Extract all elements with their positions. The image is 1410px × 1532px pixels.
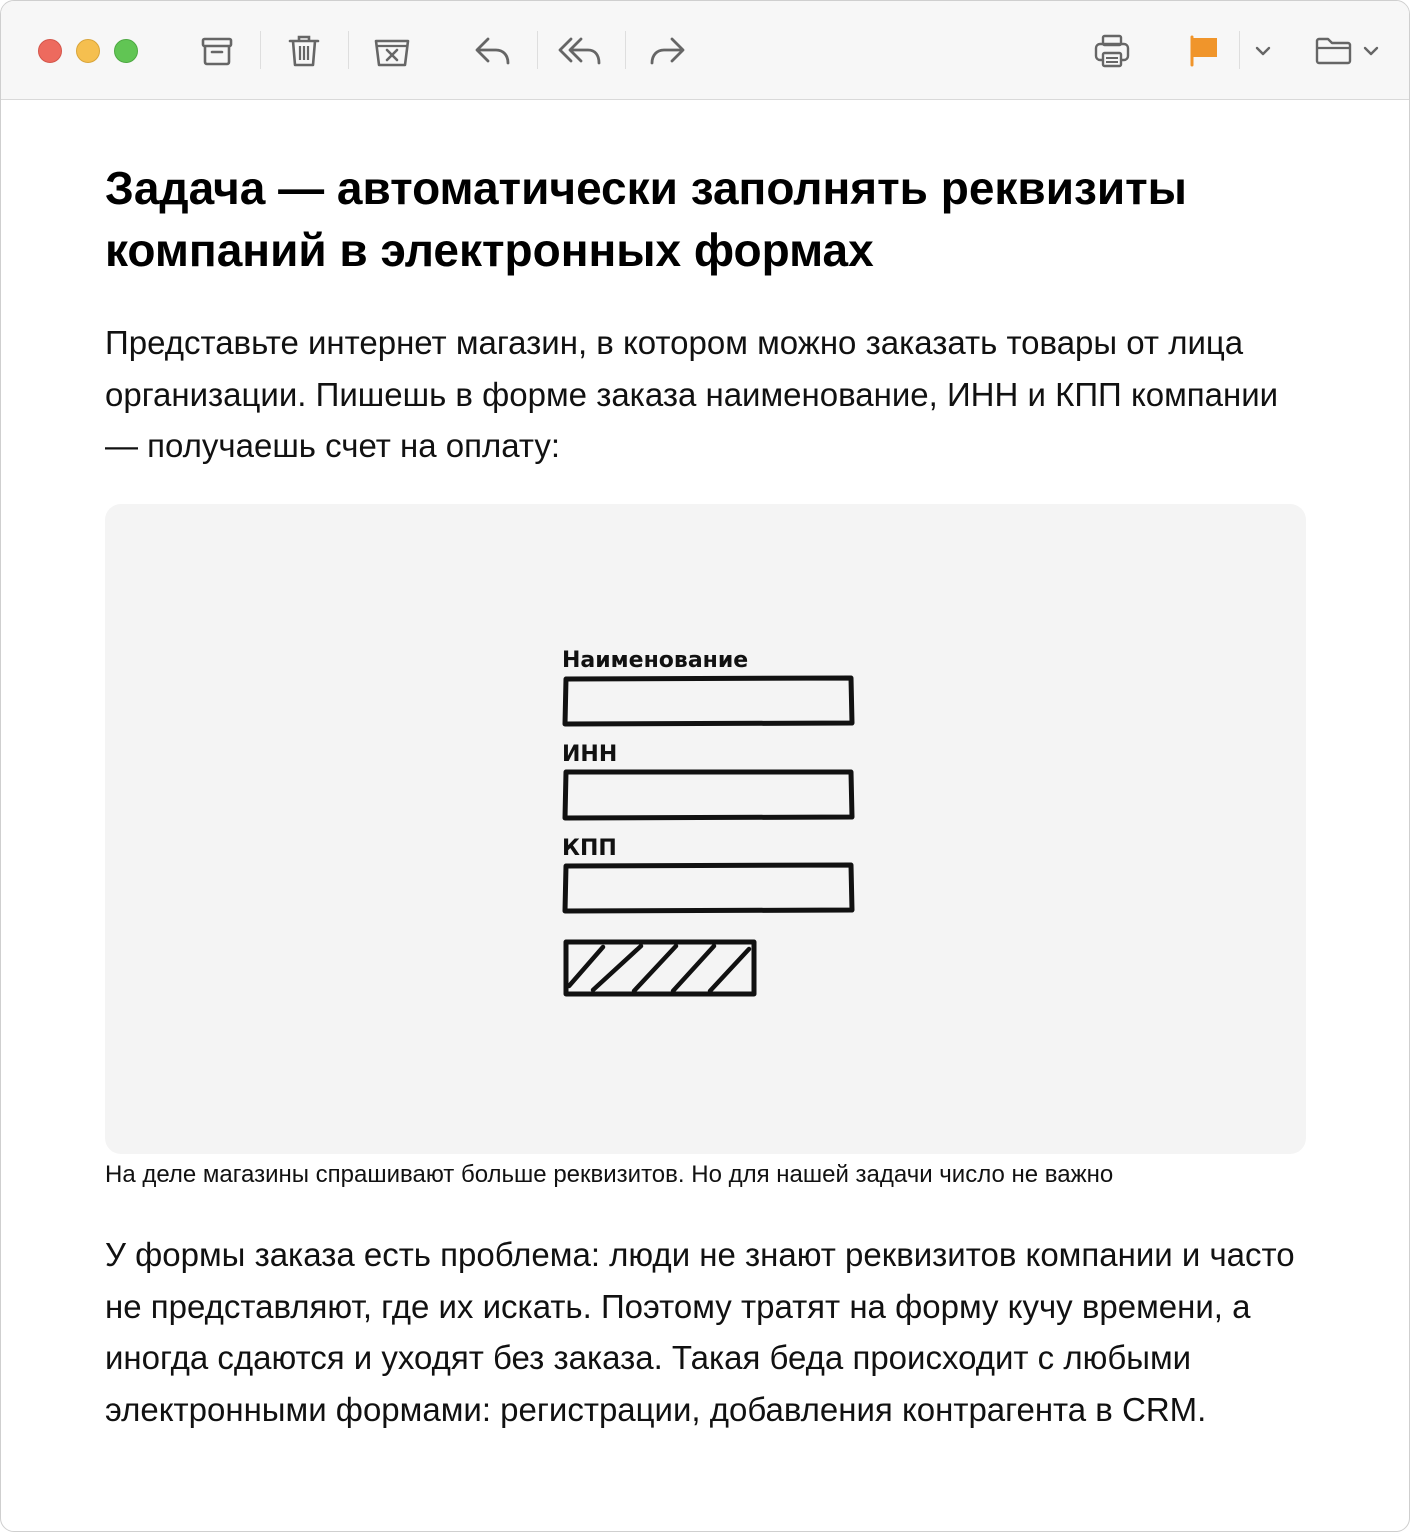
reply-button[interactable] xyxy=(468,27,516,75)
print-icon xyxy=(1088,27,1136,75)
junk-icon xyxy=(368,27,416,75)
submit-button-sketch xyxy=(566,942,754,994)
flag-menu-button[interactable] xyxy=(1249,27,1277,75)
move-to-folder-button[interactable] xyxy=(1309,27,1385,75)
archive-button[interactable] xyxy=(193,27,241,75)
toolbar xyxy=(1,1,1409,100)
delete-button[interactable] xyxy=(280,27,328,75)
archive-icon xyxy=(193,27,241,75)
junk-button[interactable] xyxy=(368,27,416,75)
field-label-kpp: КПП xyxy=(562,836,617,861)
chevron-down-icon xyxy=(1249,27,1277,75)
flag-icon xyxy=(1181,27,1229,75)
illustration-caption: На деле магазины спрашивают больше реквизитов. Но для нашей задачи число не важно xyxy=(105,1161,1114,1188)
forward-icon xyxy=(644,27,692,75)
folder-icon xyxy=(1309,27,1385,75)
body-paragraph: У формы заказа есть проблема: люди не знают реквизитов компании и часто не представляют, где их искать. Поэтому тратят на форму кучу времени, а иногда сдаются и уходят без заказа. Такая беда происходит с любыми электронными формами: регистрации, добавления контрагента в CRM. xyxy=(105,1236,1295,1428)
flag-button[interactable] xyxy=(1181,27,1229,75)
minimize-window-button[interactable] xyxy=(76,39,100,63)
intro-paragraph: Представьте интернет магазин, в котором можно заказать товары от лица организации. Пишешь в форме заказа наименование, ИНН и КПП компании — получаешь счет на оплату: xyxy=(105,324,1279,464)
form-illustration xyxy=(105,504,1306,1154)
trash-icon xyxy=(280,27,328,75)
article-title: Задача — автоматически заполнять реквизиты компаний в электронных формах xyxy=(105,162,1187,276)
field-label-name: Наименование xyxy=(562,648,749,673)
name-field-box xyxy=(565,678,852,724)
kpp-field-box xyxy=(565,865,852,911)
zoom-window-button[interactable] xyxy=(114,39,138,63)
inn-field-box xyxy=(565,772,852,818)
reply-icon xyxy=(468,27,516,75)
print-button[interactable] xyxy=(1088,27,1136,75)
field-label-inn: ИНН xyxy=(562,742,618,767)
reply-all-button[interactable] xyxy=(556,27,604,75)
reply-all-icon xyxy=(556,27,604,75)
forward-button[interactable] xyxy=(644,27,692,75)
close-window-button[interactable] xyxy=(38,39,62,63)
